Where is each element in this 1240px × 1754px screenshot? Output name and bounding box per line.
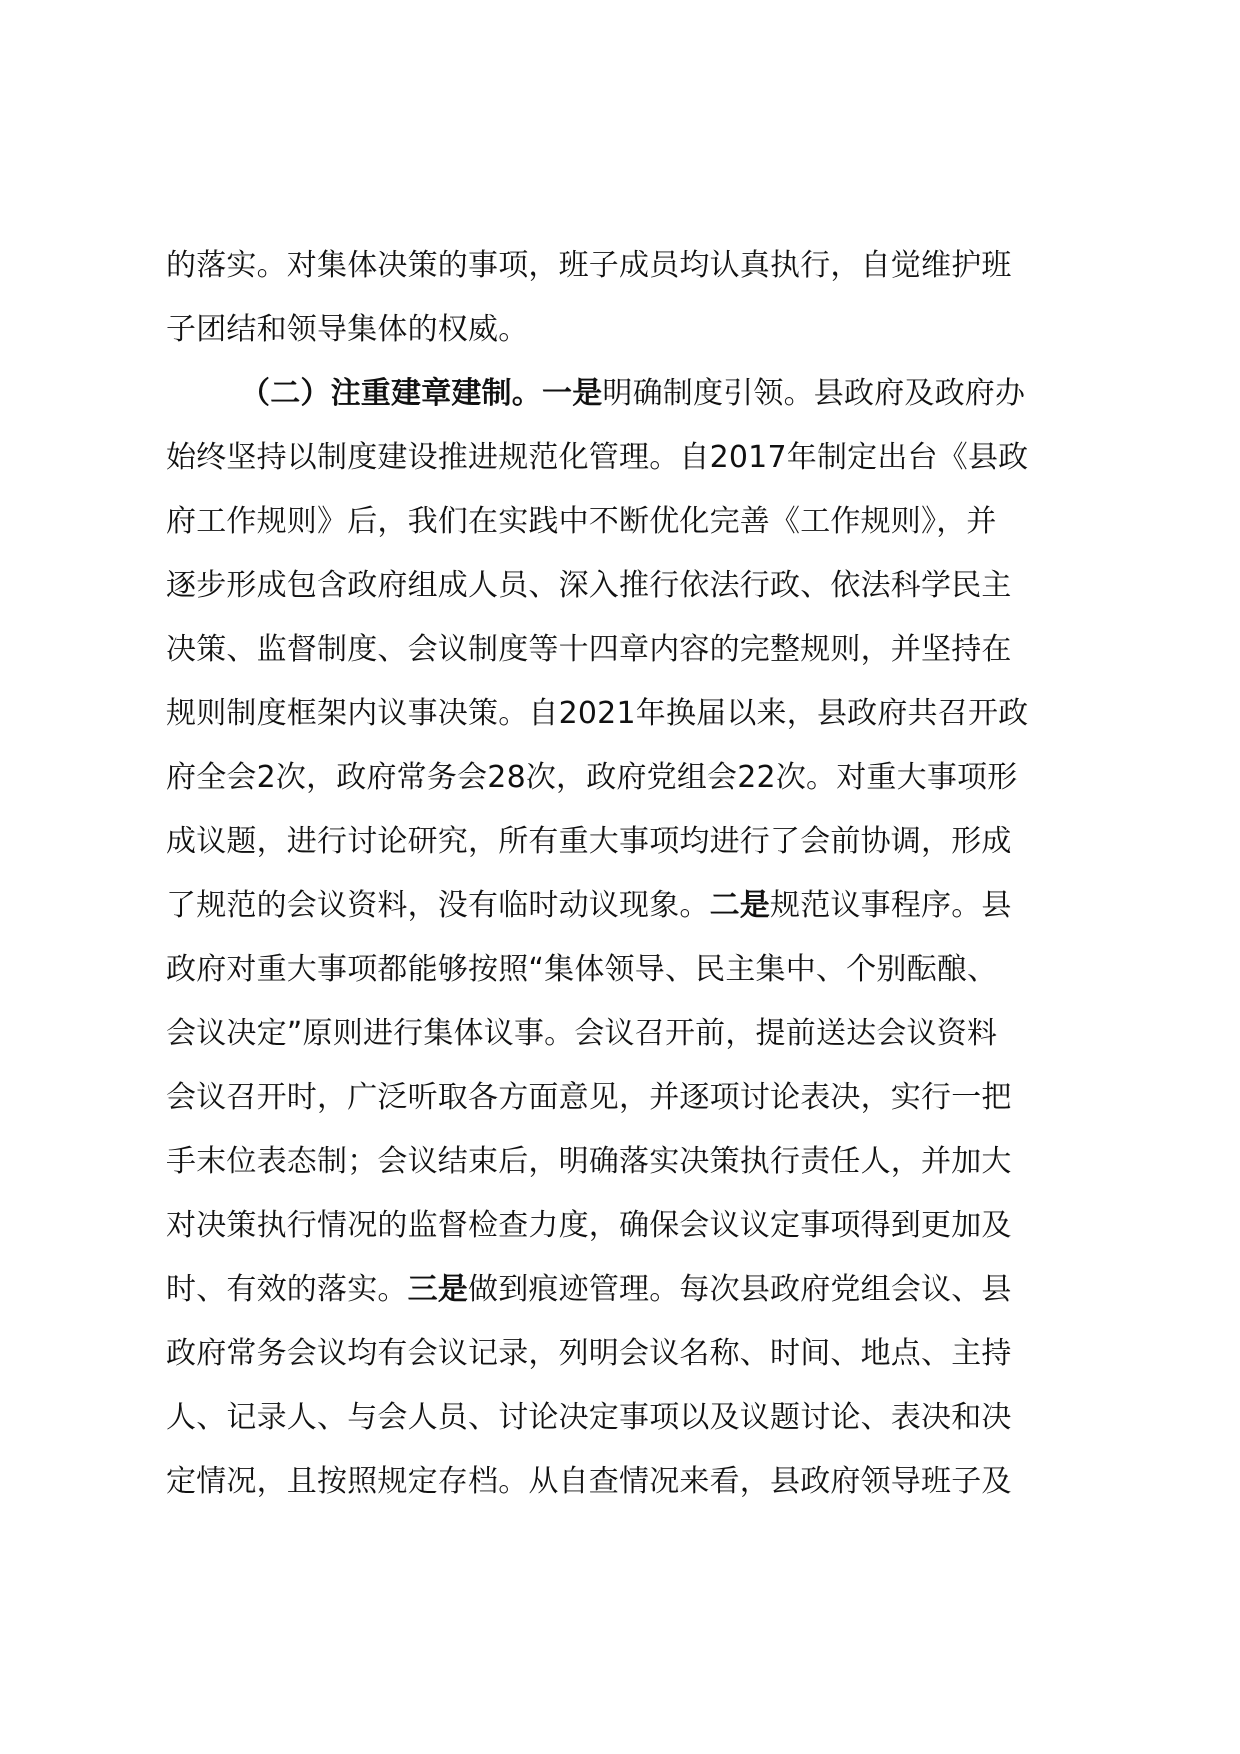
text-run: 会议召开时，广泛听取各方面意见，并逐项讨论表决，实行一把 [166,1080,1012,1115]
text-run: 会议决定”原则进行集体议事。会议召开前，提前送达会议资料 [166,1016,998,1051]
text-run: 决策、监督制度、会议制度等十四章内容的完整规则，并坚持在 [166,632,1012,667]
text-line [166,426,1126,490]
text-line [166,810,1126,874]
text-line [166,1002,1126,1066]
text-line [166,1194,1126,1258]
text-run: 政府常务会议均有会议记录，列明会议名称、时间、地点、主持 [166,1336,1012,1371]
text-line [166,618,1126,682]
text-line [166,746,1126,810]
text-run: 人、记录人、与会人员、讨论决定事项以及议题讨论、表决和决 [166,1400,1012,1435]
text-run: 定情况，且按照规定存档。从自查情况来看，县政府领导班子及 [166,1464,1012,1499]
text-line [166,938,1126,1002]
text-run: 了规范的会议资料，没有临时动议现象。 [166,888,710,923]
text-line [166,234,1126,298]
text-run: 明确制度引领。县政府及政府办 [602,376,1026,411]
text-run: 子团结和领导集体的权威。 [166,312,529,347]
text-line [166,1130,1126,1194]
text-line [166,298,1126,362]
text-run: 府全会2次，政府常务会28次，政府党组会22次。对重大事项形 [166,760,1018,795]
text-run: 时、有效的落实。 [166,1272,408,1307]
text-run: 逐步形成包含政府组成人员、深入推行依法行政、依法科学民主 [166,568,1012,603]
point-marker-1: 一是 [542,376,603,411]
text-run: 对决策执行情况的监督检查力度，确保会议议定事项得到更加及 [166,1208,1012,1243]
text-run: 做到痕迹管理。每次县政府党组会议、县 [468,1272,1012,1307]
point-marker-3: 三是 [407,1272,469,1307]
text-run: 政府对重大事项都能够按照“集体领导、民主集中、个别酝酿、 [166,952,998,987]
body-text [166,234,1126,1514]
text-run: 规则制度框架内议事决策。自2021年换届以来，县政府共召开政 [166,696,1029,731]
text-line [166,1322,1126,1386]
text-line [166,682,1126,746]
text-run: 的落实。对集体决策的事项，班子成员均认真执行，自觉维护班 [166,248,1012,283]
point-marker-2: 二是 [709,888,771,923]
text-run: 规范议事程序。县 [770,888,1012,923]
text-run: 始终坚持以制度建设推进规范化管理。自2017年制定出台《县政 [166,440,1029,475]
text-run: 手末位表态制；会议结束后，明确落实决策执行责任人，并加大 [166,1144,1012,1179]
text-line [166,1066,1126,1130]
section-heading-line [166,362,1126,426]
text-line [166,490,1126,554]
text-line [166,1258,1126,1322]
text-run: 成议题，进行讨论研究，所有重大事项均进行了会前协调，形成 [166,824,1012,859]
section-heading: （二）注重建章建制。 [240,376,542,411]
text-line [166,874,1126,938]
text-line [166,554,1126,618]
text-run: 府工作规则》后，我们在实践中不断优化完善《工作规则》，并 [166,504,997,539]
text-line [166,1386,1126,1450]
text-line [166,1450,1126,1514]
